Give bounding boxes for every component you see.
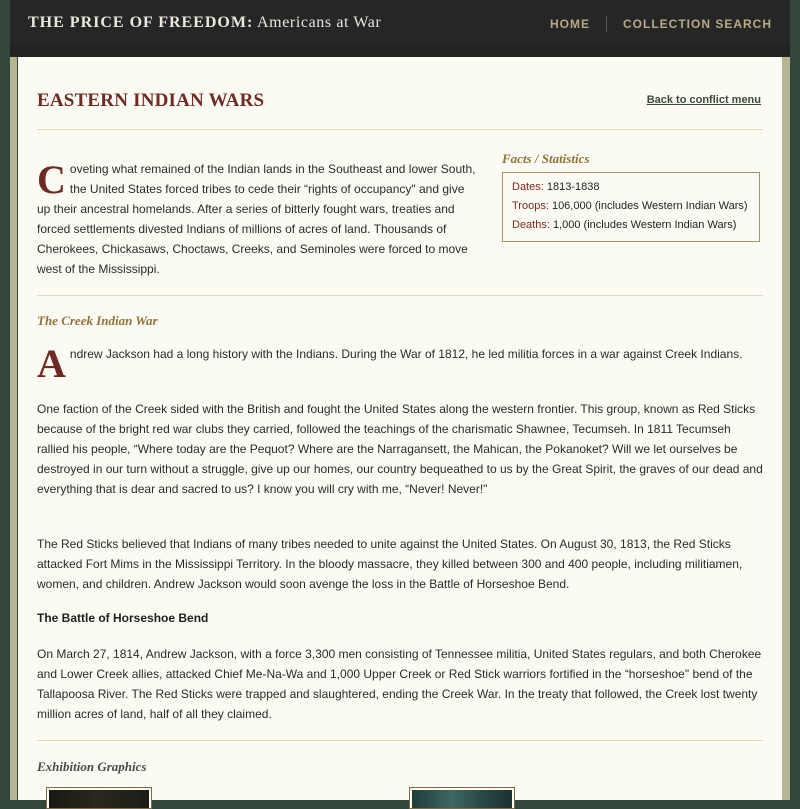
header-shadow-strip xyxy=(10,45,790,57)
facts-label: Dates: xyxy=(512,181,544,193)
subheading-horseshoe-bend: The Battle of Horseshoe Bend xyxy=(37,611,209,625)
nav-collection-search-link[interactable]: COLLECTION SEARCH xyxy=(623,17,772,31)
divider xyxy=(37,129,763,130)
background-frame xyxy=(0,0,10,800)
frame-border-left xyxy=(10,57,17,800)
facts-box xyxy=(502,172,760,242)
site-title-sub: Americans at War xyxy=(253,14,382,31)
facts-row-deaths xyxy=(512,219,736,231)
nav-divider xyxy=(606,16,607,32)
facts-value: 1813-1838 xyxy=(543,181,600,193)
paragraph-4: On March 27, 1814, Andrew Jackson, with a force 3,300 men consisting of Tennessee militia, United States regulars, and both Cherokee and Lower Creek allies, attacked Chief Me-Na-Wa and 1,000 Upper Creek or Red Stick warriors fortified in the “horseshoe" bend of the Tallapoosa River. The Red Sticks were trapped and slaughtered, ending the Creek War. In the treaty that followed, the Creek lost twenty million acres of land, half of all they claimed. xyxy=(37,647,762,721)
paragraph-text: ndrew Jackson had a long history with the Indians. During the War of 1812, he led militia forces in a war against Creek Indians. xyxy=(69,347,743,361)
facts-value: 1,000 (includes Western Indian Wars) xyxy=(549,219,737,231)
intro-text: oveting what remained of the Indian lands in the Southeast and lower South, the United States forced tribes to cede their “rights of occupancy" and give up their ancestral homelands. After a series of bitterly fought wars, treaties and forced settlements divested Indians of millions of acres of land. Thousands of Cherokees, Chickasaws, Choctaws, Creeks, and Seminoles were forced to move west of the Mississippi. xyxy=(37,162,476,276)
site-header xyxy=(10,0,790,46)
section-title-creek-war: The Creek Indian War xyxy=(37,313,158,328)
exhibition-graphics-title: Exhibition Graphics xyxy=(37,759,147,774)
paragraph-2: One faction of the Creek sided with the British and fought the United States along the western frontier. This group, known as Red Sticks because of the bright red war clubs they carried, followed the teachings of the charismatic Shawnee, Tecumseh. In 1811 Tecumseh rallied his people, “Where today are the Pequot? Where are the Narragansett, the Mahican, the Pokanoket? Will we let ourselves be destroyed in our turn without a struggle, give up our homes, our country bequeathed to us by the Great Spirit, the graves of our dead and everything that is dear and sacred to us? I know you will cry with me, “Never! Never!" xyxy=(37,402,763,496)
back-to-conflict-menu-link[interactable]: Back to conflict menu xyxy=(646,94,761,106)
graphic-image xyxy=(412,790,512,808)
divider xyxy=(37,295,763,296)
paragraph-1 xyxy=(37,341,763,386)
site-title[interactable] xyxy=(28,14,381,32)
divider xyxy=(37,740,763,741)
site-title-main: THE PRICE OF FREEDOM: xyxy=(28,14,254,31)
dropcap: A xyxy=(37,341,66,386)
facts-value: 106,000 (includes Western Indian Wars) xyxy=(548,200,748,212)
top-nav xyxy=(550,16,772,32)
graphic-image xyxy=(49,790,149,808)
facts-title: Facts / Statistics xyxy=(502,151,590,166)
facts-row-dates xyxy=(512,181,599,193)
page-title: EASTERN INDIAN WARS xyxy=(37,90,265,111)
intro-paragraph xyxy=(37,159,477,279)
facts-row-troops xyxy=(512,200,748,212)
facts-label: Troops: xyxy=(512,200,549,212)
content-page xyxy=(18,57,782,800)
exhibition-graphic-thumbnail-1[interactable] xyxy=(46,787,152,809)
frame-border-right xyxy=(782,57,790,800)
nav-home-link[interactable]: HOME xyxy=(550,17,590,31)
dropcap: C xyxy=(37,157,66,202)
facts-label: Deaths: xyxy=(512,219,550,231)
paragraph-3: The Red Sticks believed that Indians of many tribes needed to unite against the United States. On August 30, 1813, the Red Sticks attacked Fort Mims in the Mississippi Territory. In the bloody massacre, they killed between 300 and 400 people, including militiamen, women, and children. Andrew Jackson would soon avenge the loss in the Battle of Horseshoe Bend. xyxy=(37,537,743,591)
exhibition-graphic-thumbnail-2[interactable] xyxy=(409,787,515,809)
